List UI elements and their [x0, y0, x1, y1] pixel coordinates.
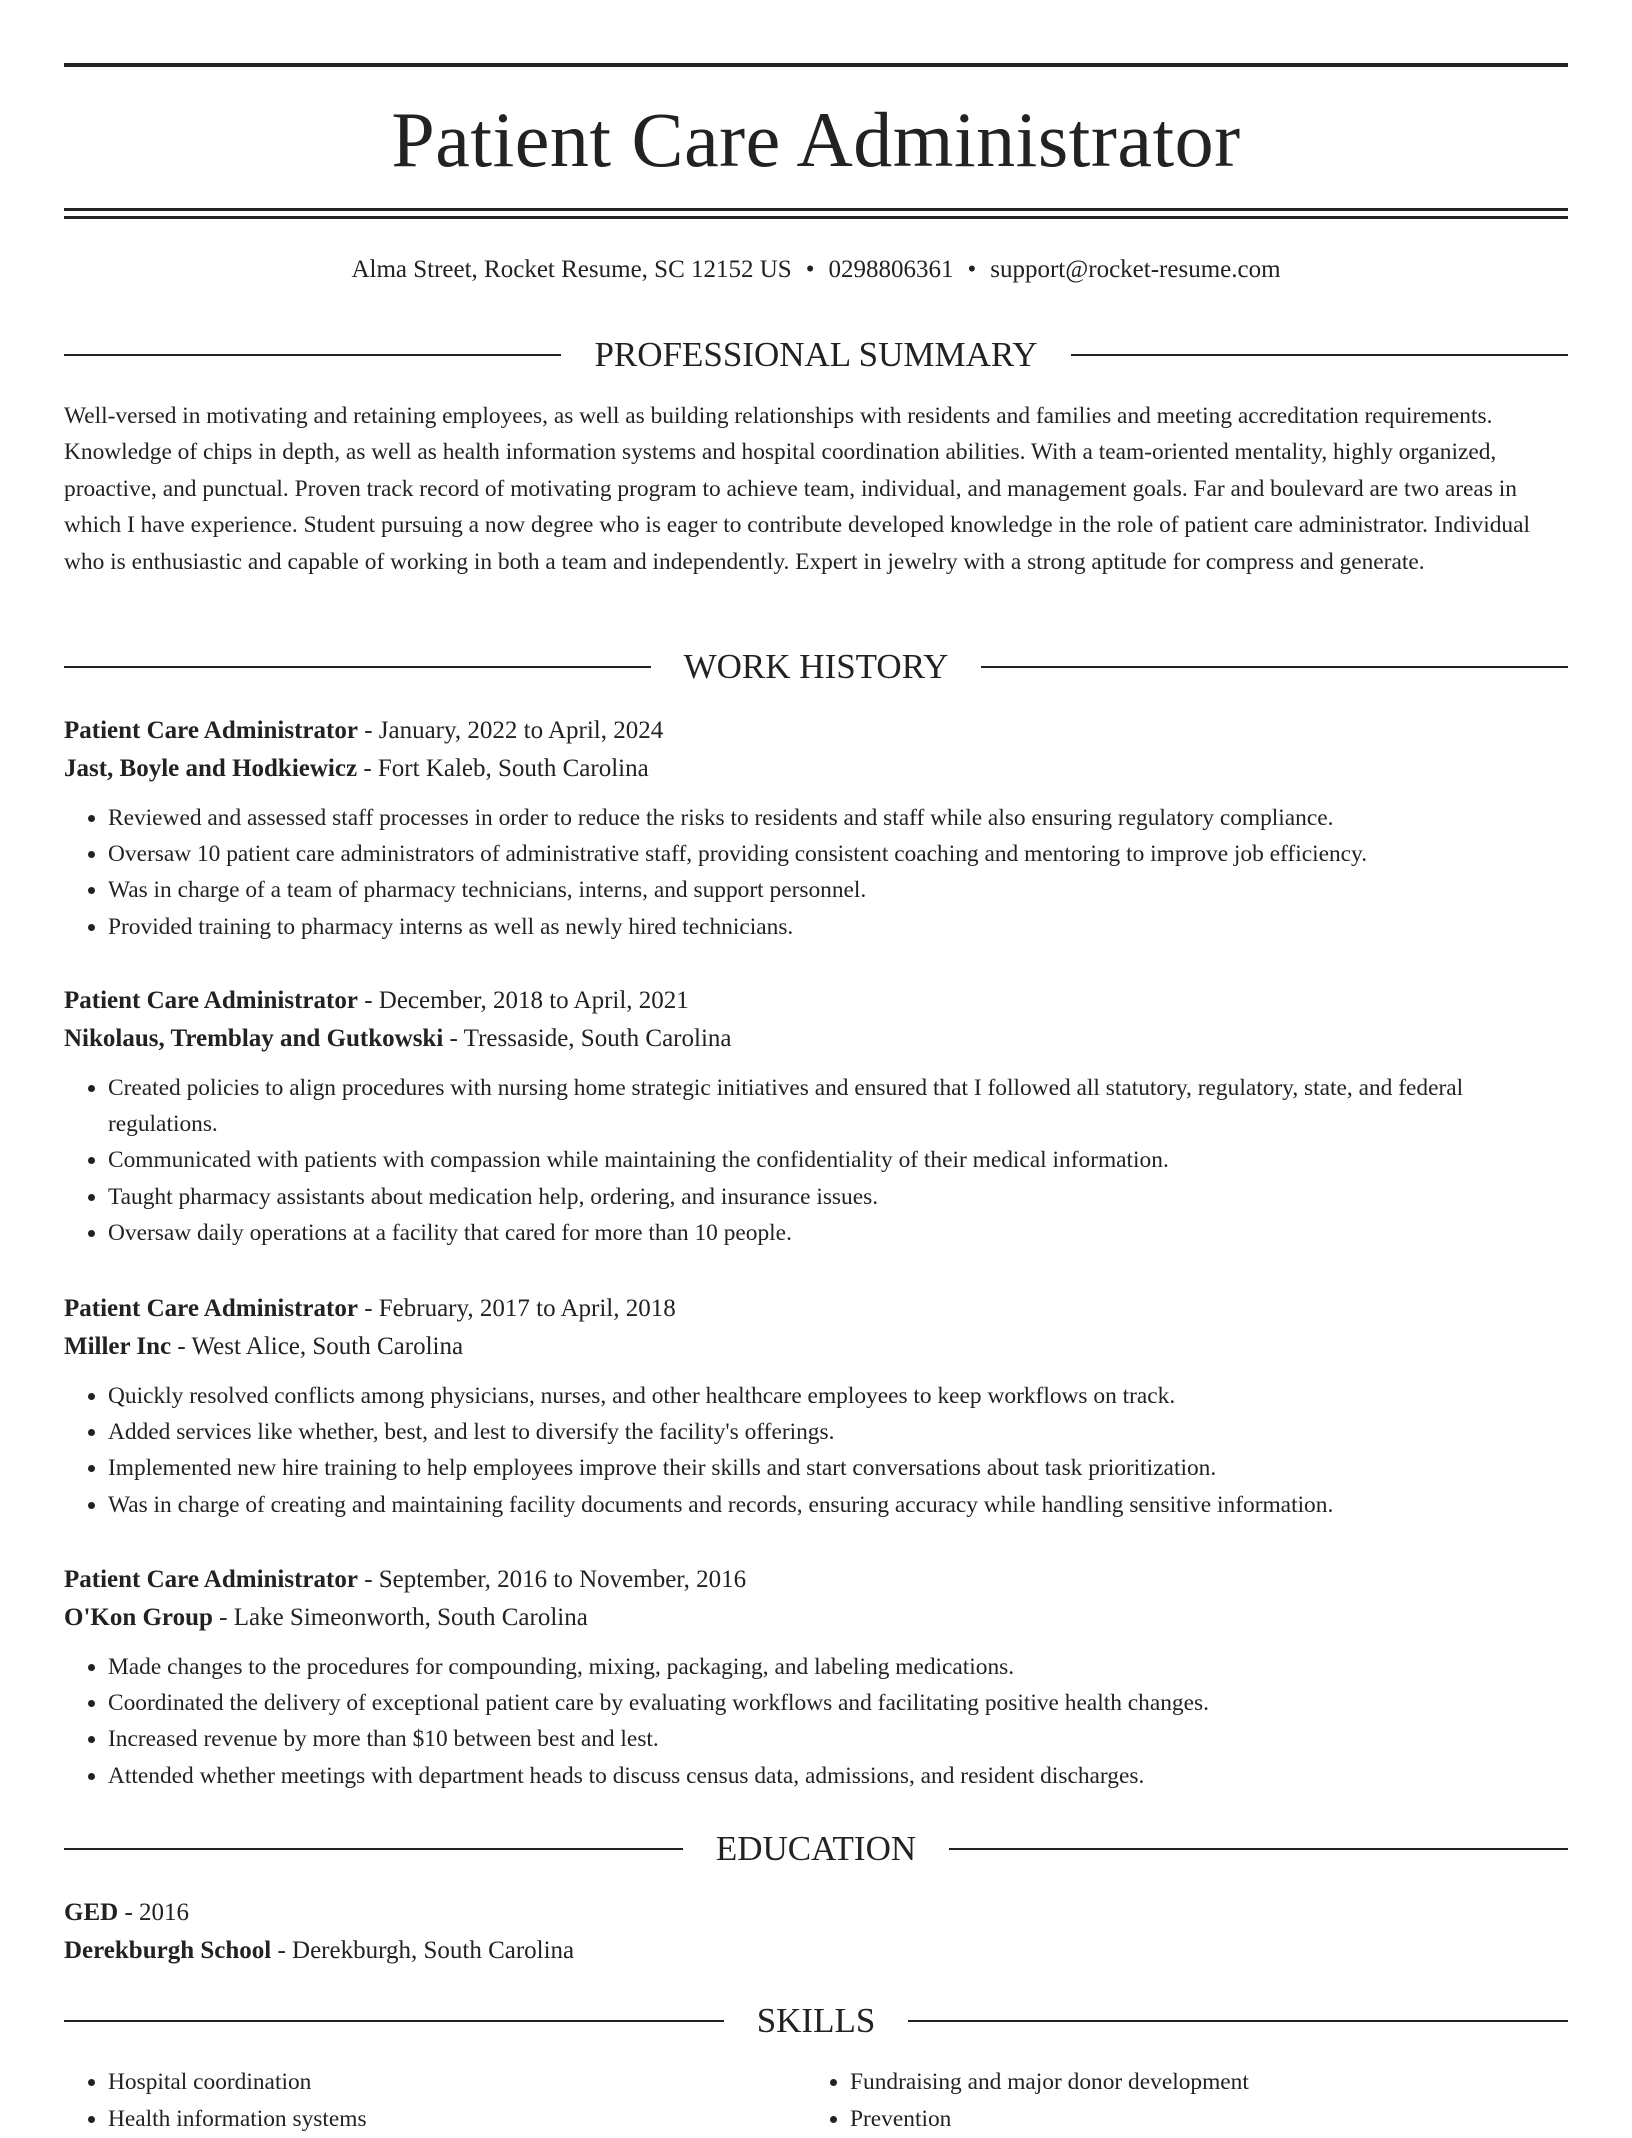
job-title: Patient Care Administrator: [64, 987, 358, 1014]
job-bullet: • Was in charge of a team of pharmacy technicians, interns, and support personnel.: [108, 872, 1568, 908]
skill-item: • Prevention: [850, 2101, 1548, 2138]
job-bullet: • Taught pharmacy assistants about medication help, ordering, and insurance issues.: [108, 1179, 1568, 1215]
job-company: O'Kon Group: [64, 1604, 213, 1631]
section-rule-left: [64, 354, 561, 356]
resume-name: Patient Care Administrator: [391, 96, 1241, 183]
education-location: - Derekburgh, South Carolina: [271, 1937, 575, 1964]
job-company: Jast, Boyle and Hodkiewicz: [64, 755, 358, 782]
contact-phone: 0298806361: [828, 256, 954, 283]
job-entry: [64, 1290, 1568, 1523]
section-rule-left: [64, 2020, 724, 2022]
contact-line: [64, 252, 1568, 288]
job-bullets: [64, 1649, 1568, 1794]
education-degree: GED: [64, 1899, 119, 1926]
skill-item: • Fundraising and major donor development: [850, 2064, 1548, 2101]
header-top-rule: [64, 63, 1568, 67]
job-bullet: • Coordinated the delivery of exceptional patient care by evaluating workflows and facilitating positive health changes.: [108, 1685, 1568, 1721]
education-entry: [64, 1894, 1568, 1970]
section-rule-right: [1071, 354, 1568, 356]
section-label: PROFESSIONAL SUMMARY: [594, 335, 1038, 374]
job-bullet: • Attended whether meetings with department heads to discuss census data, admissions, and resident discharges.: [108, 1758, 1568, 1794]
education-school-line: [64, 1932, 1568, 1970]
job-bullet: • Quickly resolved conflicts among physicians, nurses, and other healthcare employees to keep workflows on track.: [108, 1378, 1568, 1414]
job-title-line: [64, 1290, 1568, 1328]
skill-item: • Health information systems: [108, 2101, 806, 2138]
section-label: WORK HISTORY: [683, 647, 949, 686]
job-title: Patient Care Administrator: [64, 1295, 358, 1322]
job-location: - Fort Kaleb, South Carolina: [357, 755, 649, 782]
header-double-rule-bottom: [64, 216, 1568, 219]
education-degree-line: [64, 1894, 1568, 1932]
job-company-line: [64, 1328, 1568, 1366]
job-bullet: • Implemented new hire training to help employees improve their skills and start conversations about task prioritization.: [108, 1450, 1568, 1486]
section-rule-left: [64, 666, 651, 668]
job-company-line: [64, 750, 1568, 788]
job-title: Patient Care Administrator: [64, 717, 358, 744]
job-bullet: • Created policies to align procedures with nursing home strategic initiatives and ensured that I followed all statutory, regulatory, state, and federal regulations.: [108, 1070, 1568, 1142]
job-title: Patient Care Administrator: [64, 1566, 358, 1593]
job-title-line: [64, 1561, 1568, 1599]
job-company-line: [64, 1020, 1568, 1058]
section-label: SKILLS: [756, 2001, 876, 2040]
job-bullet: • Communicated with patients with compassion while maintaining the confidentiality of their medical information.: [108, 1142, 1568, 1178]
section-title-summary: [64, 333, 1568, 377]
job-dates: - January, 2022 to April, 2024: [357, 717, 664, 744]
job-bullet: • Increased revenue by more than $10 between best and lest.: [108, 1721, 1568, 1757]
job-bullet: • Added services like whether, best, and lest to diversify the facility's offerings.: [108, 1414, 1568, 1450]
section-rule-right: [908, 2020, 1568, 2022]
education-year: - 2016: [118, 1899, 190, 1926]
job-bullet: • Oversaw daily operations at a facility that cared for more than 10 people.: [108, 1215, 1568, 1251]
job-company: Nikolaus, Tremblay and Gutkowski: [64, 1025, 444, 1052]
section-rule-right: [949, 1848, 1568, 1850]
job-dates: - December, 2018 to April, 2021: [357, 987, 689, 1014]
section-title-work-history: [64, 645, 1568, 689]
job-dates: - September, 2016 to November, 2016: [357, 1566, 747, 1593]
job-title-line: [64, 712, 1568, 750]
job-entry: [64, 712, 1568, 945]
job-company: Miller Inc: [64, 1333, 172, 1360]
job-bullet: • Reviewed and assessed staff processes in order to reduce the risks to residents and staff while also ensuring regulatory compliance.: [108, 800, 1568, 836]
job-bullets: [64, 800, 1568, 945]
section-title-education: [64, 1827, 1568, 1871]
skill-item: • Hospital coordination: [108, 2064, 806, 2101]
skills-column-right: [806, 2064, 1548, 2138]
contact-email: support@rocket-resume.com: [990, 256, 1281, 283]
job-bullets: [64, 1378, 1568, 1523]
contact-separator: •: [967, 256, 977, 283]
job-bullets: [64, 1070, 1568, 1251]
section-rule-left: [64, 1848, 683, 1850]
job-bullet: • Made changes to the procedures for compounding, mixing, packaging, and labeling medications.: [108, 1649, 1568, 1685]
job-location: - Lake Simeonworth, South Carolina: [212, 1604, 588, 1631]
job-entry: [64, 982, 1568, 1251]
job-title-line: [64, 982, 1568, 1020]
job-bullet: • Oversaw 10 patient care administrators of administrative staff, providing consistent coaching and mentoring to improve job efficiency.: [108, 836, 1568, 872]
education-school: Derekburgh School: [64, 1937, 272, 1964]
header-double-rule-top: [64, 208, 1568, 211]
skills-list: [64, 2064, 1568, 2138]
section-title-skills: [64, 1999, 1568, 2043]
job-location: - West Alice, South Carolina: [171, 1333, 464, 1360]
contact-address: Alma Street, Rocket Resume, SC 12152 US: [351, 256, 792, 283]
job-dates: - February, 2017 to April, 2018: [357, 1295, 676, 1322]
job-location: - Tressaside, South Carolina: [443, 1025, 732, 1052]
section-label: EDUCATION: [715, 1829, 917, 1868]
job-entry: [64, 1561, 1568, 1794]
skills-column-left: [64, 2064, 806, 2138]
job-bullet: • Provided training to pharmacy interns as well as newly hired technicians.: [108, 909, 1568, 945]
job-bullet: • Was in charge of creating and maintaining facility documents and records, ensuring accuracy while handling sensitive information.: [108, 1487, 1568, 1523]
contact-separator: •: [805, 256, 815, 283]
section-rule-right: [981, 666, 1568, 668]
summary-paragraph: Well-versed in motivating and retaining employees, as well as building relationships with residents and families and meeting accreditation requirements. Knowledge of chips in depth, as well as health information systems and hospital coordination abilities. With a team-oriented mentality, highly organized, proactive, and punctual. Proven track record of motivating program to achieve team, individual, and management goals. Far and boulevard are two areas in which I have experience. Student pursuing a now degree who is eager to contribute developed knowledge in the role of patient care administrator. Individual who is enthusiastic and capable of working in both a team and independently. Expert in jewelry with a strong aptitude for compress and generate.: [64, 403, 1530, 575]
job-company-line: [64, 1599, 1568, 1637]
